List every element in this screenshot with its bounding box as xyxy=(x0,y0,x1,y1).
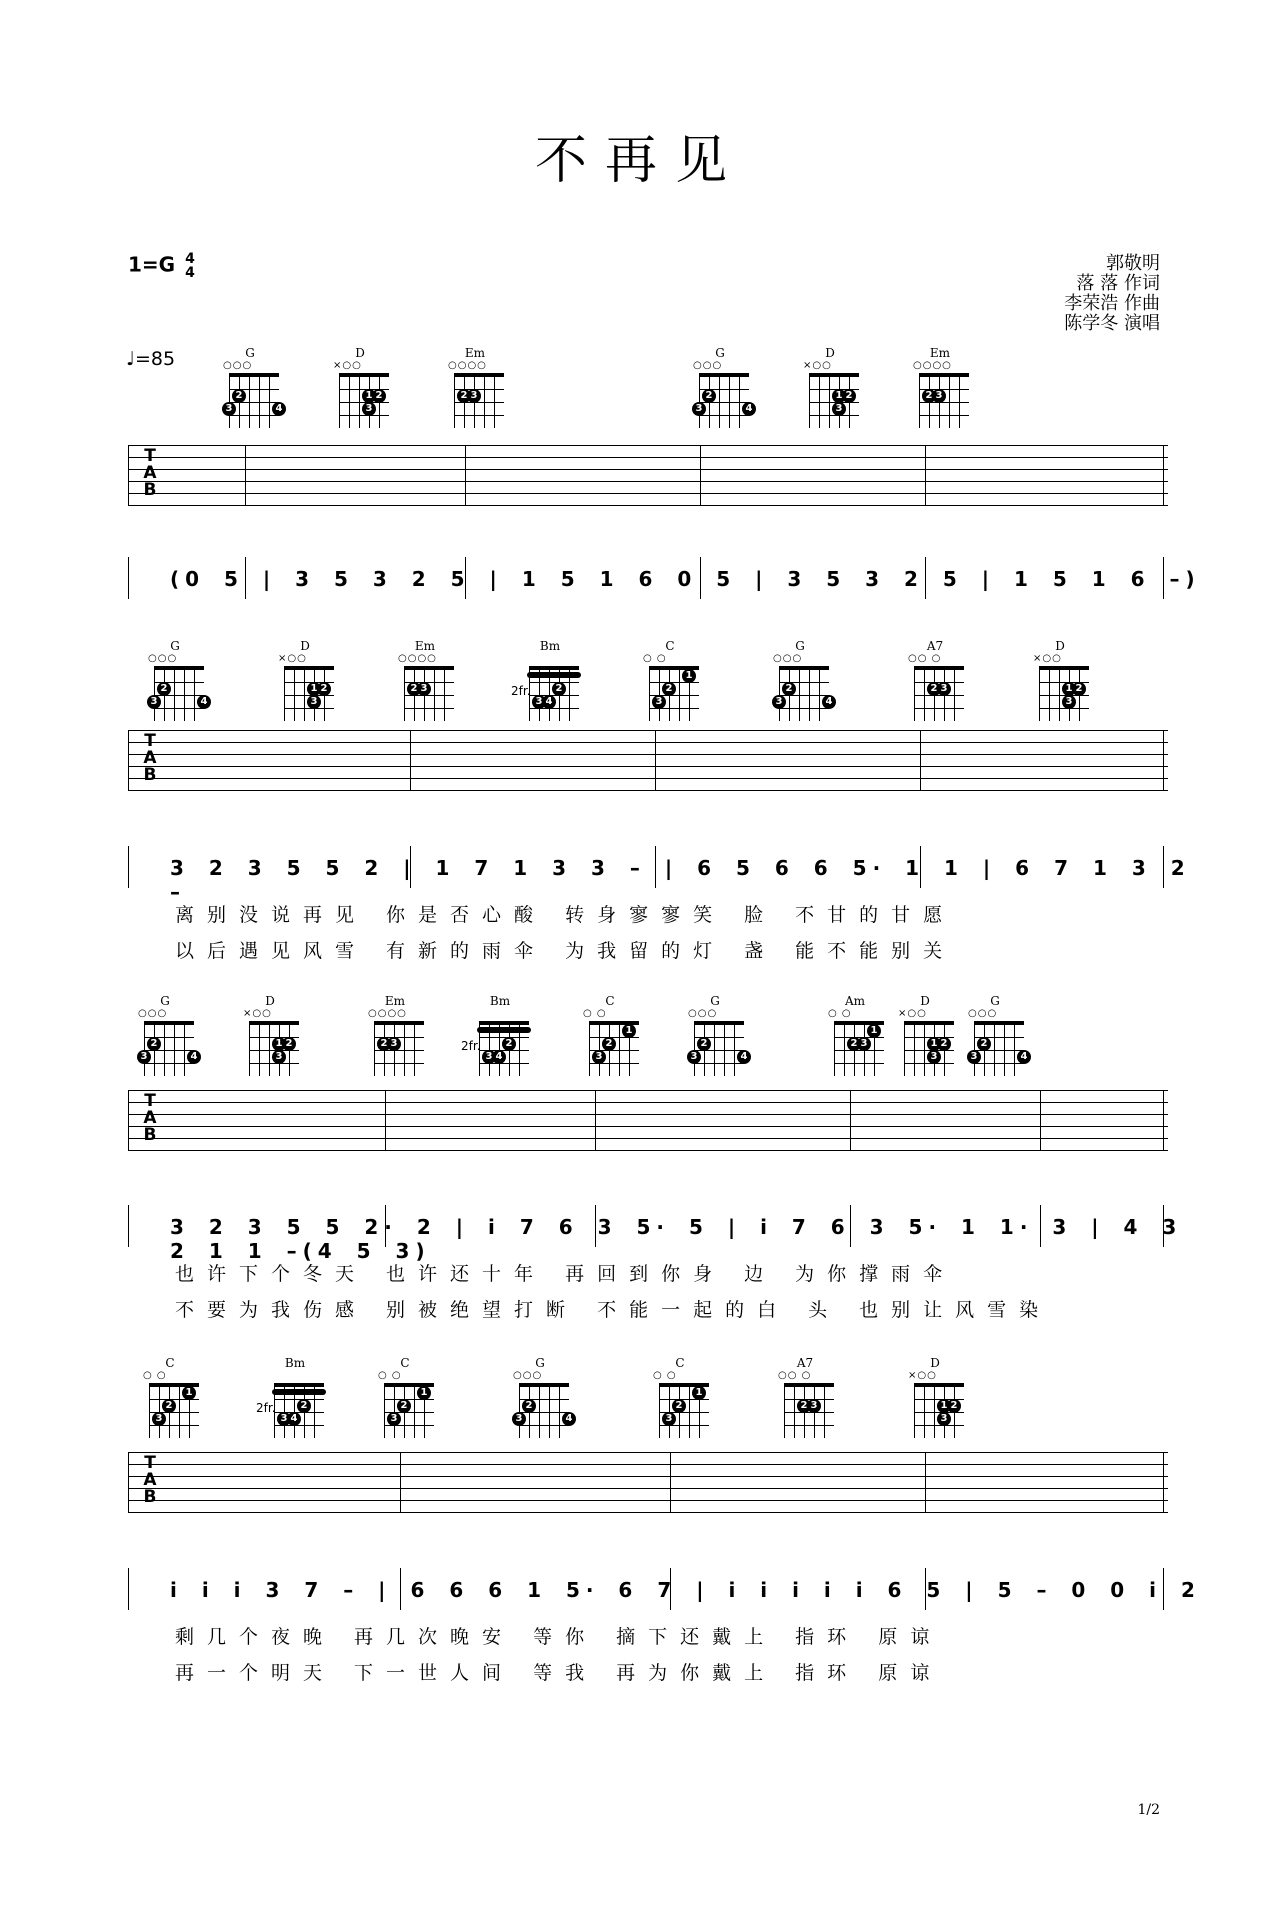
bar-line xyxy=(1163,445,1164,505)
bar-line xyxy=(410,730,411,790)
finger-dot: 1 xyxy=(307,682,321,696)
staff-line xyxy=(128,790,1168,791)
open-strings-marker: ○○ ○ xyxy=(778,1370,812,1381)
chord-name: G xyxy=(795,639,805,653)
open-strings-marker: ○○○ xyxy=(688,1008,718,1019)
fret-position-label: 2fr. xyxy=(461,1039,481,1053)
finger-dot: 2 xyxy=(457,389,471,403)
finger-dot: 3 xyxy=(222,402,236,416)
bar-line xyxy=(128,730,129,790)
bar-line xyxy=(128,557,129,599)
finger-dot: 3 xyxy=(467,389,481,403)
fretboard-grid xyxy=(461,1021,529,1076)
credit-line: 陈学冬 演唱 xyxy=(1064,313,1160,334)
chord-name: G xyxy=(710,994,720,1008)
staff-line xyxy=(128,766,1168,767)
finger-dot: 2 xyxy=(317,682,331,696)
open-strings-marker: ○○○○ xyxy=(398,653,437,664)
chord-name: G xyxy=(990,994,1000,1008)
chord-name: D xyxy=(930,1356,940,1370)
finger-dot: 3 xyxy=(387,1412,401,1426)
tempo-marking: ♩=85 xyxy=(126,348,176,370)
finger-dot: 2 xyxy=(782,682,796,696)
fret-position-label: 2fr. xyxy=(511,684,531,698)
open-strings-marker: ×○○ xyxy=(908,1370,937,1381)
fretboard-grid xyxy=(149,1383,199,1438)
staff-line xyxy=(128,493,1168,494)
open-strings-marker: ○○○ xyxy=(773,653,803,664)
finger-dot: 1 xyxy=(1062,682,1076,696)
open-strings-marker: ○ ○ xyxy=(378,1370,402,1381)
credit-line: 郭敬明 xyxy=(1106,253,1160,274)
chord-name: Am xyxy=(844,994,866,1008)
tab-clef: T A B xyxy=(143,1453,157,1507)
finger-dot: 3 xyxy=(387,1037,401,1051)
finger-dot: 3 xyxy=(967,1050,981,1064)
finger-dot: 2 xyxy=(702,389,716,403)
fretboard-grid xyxy=(515,1383,573,1438)
fretboard-grid xyxy=(384,1383,434,1438)
fretboard-grid xyxy=(256,1383,324,1438)
staff-line xyxy=(128,1500,1168,1501)
finger-dot: 2 xyxy=(552,682,566,696)
bar-line xyxy=(128,846,129,888)
open-strings-marker: ×○○ xyxy=(333,360,362,371)
fretboard-grid xyxy=(695,373,753,428)
key-signature xyxy=(128,252,195,280)
fret-position-label: 2fr. xyxy=(256,1401,276,1415)
bar-line xyxy=(850,1090,851,1150)
staff-line xyxy=(128,1102,1168,1103)
finger-dot: 4 xyxy=(737,1050,751,1064)
bar-line xyxy=(465,445,466,505)
numbered-notation: (0 5 | 3 5 3 2 5 | 1 5 1 6 0 5 | 3 5 3 2 5 | 1 5 1 6 –) xyxy=(170,567,1201,591)
chord-name: D xyxy=(265,994,275,1008)
chord-name: D xyxy=(300,639,310,653)
finger-dot: 1 xyxy=(417,1386,431,1400)
open-strings-marker: ○ ○ xyxy=(143,1370,167,1381)
finger-dot: 4 xyxy=(822,695,836,709)
finger-dot: 3 xyxy=(932,389,946,403)
fretboard-grid xyxy=(690,1021,748,1076)
barre-marker xyxy=(477,1027,531,1033)
staff-line xyxy=(128,1452,1168,1453)
finger-dot: 3 xyxy=(592,1050,606,1064)
chord-name: Em xyxy=(384,994,406,1008)
open-strings-marker: ○○○ xyxy=(223,360,253,371)
finger-dot: 1 xyxy=(937,1399,951,1413)
finger-dot: 4 xyxy=(542,695,556,709)
finger-dot: 2 xyxy=(672,1399,686,1413)
finger-dot: 2 xyxy=(502,1037,516,1051)
fretboard-grid xyxy=(225,373,283,428)
chord-name: G xyxy=(715,346,725,360)
chord-name: G xyxy=(160,994,170,1008)
finger-dot: 3 xyxy=(662,1412,676,1426)
fretboard-grid xyxy=(150,666,208,721)
staff-line xyxy=(128,1512,1168,1513)
open-strings-marker: ○○○ xyxy=(968,1008,998,1019)
bar-line xyxy=(925,1452,926,1512)
bar-line xyxy=(595,1090,596,1150)
finger-dot: 3 xyxy=(927,1050,941,1064)
lyric-line-1: 离别没说再见 你是否心酸 转身寥寥笑 脸 不甘的甘愿 xyxy=(175,904,956,926)
tab-staff xyxy=(128,1090,1168,1150)
finger-dot: 3 xyxy=(772,695,786,709)
open-strings-marker: ○○○○ xyxy=(448,360,487,371)
open-strings-marker: ×○○ xyxy=(1033,653,1062,664)
finger-dot: 4 xyxy=(562,1412,576,1426)
finger-dot: 2 xyxy=(947,1399,961,1413)
finger-dot: 2 xyxy=(697,1037,711,1051)
finger-dot: 3 xyxy=(277,1412,291,1426)
fretboard-grid xyxy=(919,373,969,428)
finger-dot: 2 xyxy=(162,1399,176,1413)
chord-name: C xyxy=(605,994,615,1008)
finger-dot: 2 xyxy=(157,682,171,696)
staff-line xyxy=(128,778,1168,779)
staff-line xyxy=(128,1126,1168,1127)
bar-line xyxy=(128,1205,129,1247)
open-strings-marker: ○○○ xyxy=(148,653,178,664)
chord-name: Bm xyxy=(489,994,511,1008)
tab-clef: T A B xyxy=(143,731,157,785)
staff-line xyxy=(128,481,1168,482)
finger-dot: 3 xyxy=(152,1412,166,1426)
finger-dot: 1 xyxy=(832,389,846,403)
numbered-notation: 3 2 3 5 5 2 | 1 7 1 3 3 – | 6 5 6 6 5· 1 1 | 6 7 1 3 2 – xyxy=(170,856,1191,904)
tab-clef: T A B xyxy=(143,1091,157,1145)
finger-dot: 3 xyxy=(147,695,161,709)
finger-dot: 1 xyxy=(272,1037,286,1051)
numbered-notation: 3 2 3 5 5 2· 2 | i 7 6 3 5· 5 | i 7 6 3 5· 1 1· 3 | 4 3 2 1 1 –(4 5 3) xyxy=(170,1215,1183,1263)
finger-dot: 3 xyxy=(807,1399,821,1413)
finger-dot: 3 xyxy=(417,682,431,696)
bar-line xyxy=(655,730,656,790)
tab-clef: T A B xyxy=(143,446,157,500)
chord-name: Em xyxy=(464,346,486,360)
chord-name: Bm xyxy=(284,1356,306,1370)
finger-dot: 4 xyxy=(287,1412,301,1426)
finger-dot: 1 xyxy=(682,669,696,683)
chord-name: A7 xyxy=(796,1356,814,1370)
finger-dot: 3 xyxy=(687,1050,701,1064)
chord-name: D xyxy=(825,346,835,360)
finger-dot: 1 xyxy=(867,1024,881,1038)
finger-dot: 3 xyxy=(137,1050,151,1064)
finger-dot: 2 xyxy=(977,1037,991,1051)
finger-dot: 3 xyxy=(1062,695,1076,709)
finger-dot: 2 xyxy=(522,1399,536,1413)
finger-dot: 4 xyxy=(1017,1050,1031,1064)
fretboard-grid xyxy=(659,1383,709,1438)
open-strings-marker: ○○ ○ xyxy=(908,653,942,664)
fretboard-grid xyxy=(284,666,334,721)
chord-name: G xyxy=(535,1356,545,1370)
finger-dot: 2 xyxy=(1072,682,1086,696)
lyric-line-2: 以后遇见风雪 有新的雨伞 为我留的灯 盏 能不能别关 xyxy=(175,940,956,962)
fretboard-grid xyxy=(249,1021,299,1076)
credit-line: 李荣浩 作曲 xyxy=(1064,293,1160,314)
staff-line xyxy=(128,1150,1168,1151)
fretboard-grid xyxy=(374,1021,424,1076)
bar-line xyxy=(1040,1090,1041,1150)
finger-dot: 2 xyxy=(847,1037,861,1051)
time-signature: 4 4 xyxy=(185,251,195,281)
chord-name: C xyxy=(665,639,675,653)
bar-line xyxy=(385,1090,386,1150)
finger-dot: 2 xyxy=(797,1399,811,1413)
open-strings-marker: ○ ○ xyxy=(583,1008,607,1019)
chord-name: D xyxy=(920,994,930,1008)
fretboard-grid xyxy=(834,1021,884,1076)
chord-name: C xyxy=(675,1356,685,1370)
finger-dot: 2 xyxy=(397,1399,411,1413)
open-strings-marker: ×○○ xyxy=(243,1008,272,1019)
bar-line xyxy=(128,1452,129,1512)
chord-name: C xyxy=(400,1356,410,1370)
fretboard-grid xyxy=(775,666,833,721)
open-strings-marker: ○○○ xyxy=(693,360,723,371)
finger-dot: 3 xyxy=(652,695,666,709)
fretboard-grid xyxy=(649,666,699,721)
staff-line xyxy=(128,1138,1168,1139)
chord-name: D xyxy=(355,346,365,360)
open-strings-marker: ○○○ xyxy=(138,1008,168,1019)
staff-line xyxy=(128,1114,1168,1115)
tab-staff xyxy=(128,445,1168,505)
barre-marker xyxy=(527,672,581,678)
finger-dot: 1 xyxy=(362,389,376,403)
bar-line xyxy=(700,445,701,505)
fretboard-grid xyxy=(784,1383,834,1438)
chord-name: Bm xyxy=(539,639,561,653)
staff-line xyxy=(128,1488,1168,1489)
staff-line xyxy=(128,505,1168,506)
fretboard-grid xyxy=(454,373,504,428)
finger-dot: 1 xyxy=(927,1037,941,1051)
fretboard-grid xyxy=(339,373,389,428)
key-text: 1=G xyxy=(128,252,176,277)
bar-line xyxy=(400,1452,401,1512)
credits xyxy=(1064,254,1160,334)
page-title: 不再见 xyxy=(534,131,745,191)
lyric-line-1: 也许下个冬天 也许还十年 再回到你身 边 为你撑雨伞 xyxy=(175,1263,956,1285)
finger-dot: 1 xyxy=(182,1386,196,1400)
staff-line xyxy=(128,469,1168,470)
finger-dot: 2 xyxy=(927,682,941,696)
barre-marker xyxy=(272,1389,326,1395)
finger-dot: 1 xyxy=(692,1386,706,1400)
bar-line xyxy=(128,1090,129,1150)
credit-line: 落 落 作词 xyxy=(1076,273,1160,294)
bar-line xyxy=(1163,1090,1164,1150)
finger-dot: 3 xyxy=(482,1050,496,1064)
finger-dot: 2 xyxy=(602,1037,616,1051)
open-strings-marker: ×○○ xyxy=(803,360,832,371)
staff-line xyxy=(128,457,1168,458)
open-strings-marker: ○○○○ xyxy=(368,1008,407,1019)
fretboard-grid xyxy=(589,1021,639,1076)
finger-dot: 3 xyxy=(307,695,321,709)
bar-line xyxy=(925,445,926,505)
chord-name: C xyxy=(165,1356,175,1370)
open-strings-marker: ○ ○ xyxy=(643,653,667,664)
finger-dot: 4 xyxy=(742,402,756,416)
fretboard-grid xyxy=(809,373,859,428)
chord-name: Em xyxy=(929,346,951,360)
finger-dot: 4 xyxy=(272,402,286,416)
fretboard-grid xyxy=(511,666,579,721)
finger-dot: 3 xyxy=(937,1412,951,1426)
finger-dot: 2 xyxy=(842,389,856,403)
fretboard-grid xyxy=(914,1383,964,1438)
finger-dot: 2 xyxy=(372,389,386,403)
finger-dot: 3 xyxy=(692,402,706,416)
open-strings-marker: ○ ○ xyxy=(653,1370,677,1381)
open-strings-marker: ○ ○ xyxy=(828,1008,852,1019)
fretboard-grid xyxy=(404,666,454,721)
finger-dot: 3 xyxy=(362,402,376,416)
finger-dot: 3 xyxy=(532,695,546,709)
chord-name: G xyxy=(245,346,255,360)
staff-line xyxy=(128,754,1168,755)
finger-dot: 2 xyxy=(922,389,936,403)
chord-name: A7 xyxy=(926,639,944,653)
finger-dot: 3 xyxy=(832,402,846,416)
staff-line xyxy=(128,445,1168,446)
finger-dot: 4 xyxy=(187,1050,201,1064)
finger-dot: 3 xyxy=(272,1050,286,1064)
bar-line xyxy=(1163,1452,1164,1512)
finger-dot: 2 xyxy=(282,1037,296,1051)
tab-staff xyxy=(128,730,1168,790)
staff-line xyxy=(128,742,1168,743)
chord-name: Em xyxy=(414,639,436,653)
lyric-line-2: 不要为我伤感 别被绝望打断 不能一起的白 头 也别让风雪染 xyxy=(175,1299,1052,1321)
bar-line xyxy=(245,445,246,505)
fretboard-grid xyxy=(1039,666,1089,721)
finger-dot: 2 xyxy=(147,1037,161,1051)
finger-dot: 3 xyxy=(512,1412,526,1426)
finger-dot: 4 xyxy=(197,695,211,709)
finger-dot: 4 xyxy=(492,1050,506,1064)
bar-line xyxy=(128,445,129,505)
fretboard-grid xyxy=(970,1021,1028,1076)
staff-line xyxy=(128,1090,1168,1091)
finger-dot: 3 xyxy=(937,682,951,696)
page-number: 1/2 xyxy=(1137,1802,1160,1818)
finger-dot: 2 xyxy=(937,1037,951,1051)
open-strings-marker: ×○○ xyxy=(898,1008,927,1019)
fretboard-grid xyxy=(914,666,964,721)
bar-line xyxy=(670,1452,671,1512)
finger-dot: 2 xyxy=(377,1037,391,1051)
finger-dot: 1 xyxy=(622,1024,636,1038)
bar-line xyxy=(128,1568,129,1610)
chord-name: G xyxy=(170,639,180,653)
fretboard-grid xyxy=(904,1021,954,1076)
finger-dot: 2 xyxy=(297,1399,311,1413)
open-strings-marker: ○○○○ xyxy=(913,360,952,371)
finger-dot: 2 xyxy=(662,682,676,696)
staff-line xyxy=(128,1464,1168,1465)
tab-staff xyxy=(128,1452,1168,1512)
numbered-notation: i i i 3 7 – | 6 6 6 1 5· 6 7 | i i i i i 6 5 | 5 – 0 0 i 2 xyxy=(170,1578,1201,1602)
open-strings-marker: ○○○ xyxy=(513,1370,543,1381)
open-strings-marker: ×○○ xyxy=(278,653,307,664)
lyric-line-1: 剩几个夜晚 再几次晚安 等你 摘下还戴上 指环 原谅 xyxy=(175,1626,943,1648)
finger-dot: 3 xyxy=(857,1037,871,1051)
bar-line xyxy=(1163,730,1164,790)
lyric-line-2: 再一个明天 下一世人间 等我 再为你戴上 指环 原谅 xyxy=(175,1662,943,1684)
staff-line xyxy=(128,1476,1168,1477)
chord-name: D xyxy=(1055,639,1065,653)
staff-line xyxy=(128,730,1168,731)
finger-dot: 2 xyxy=(407,682,421,696)
finger-dot: 2 xyxy=(232,389,246,403)
bar-line xyxy=(920,730,921,790)
fretboard-grid xyxy=(140,1021,198,1076)
